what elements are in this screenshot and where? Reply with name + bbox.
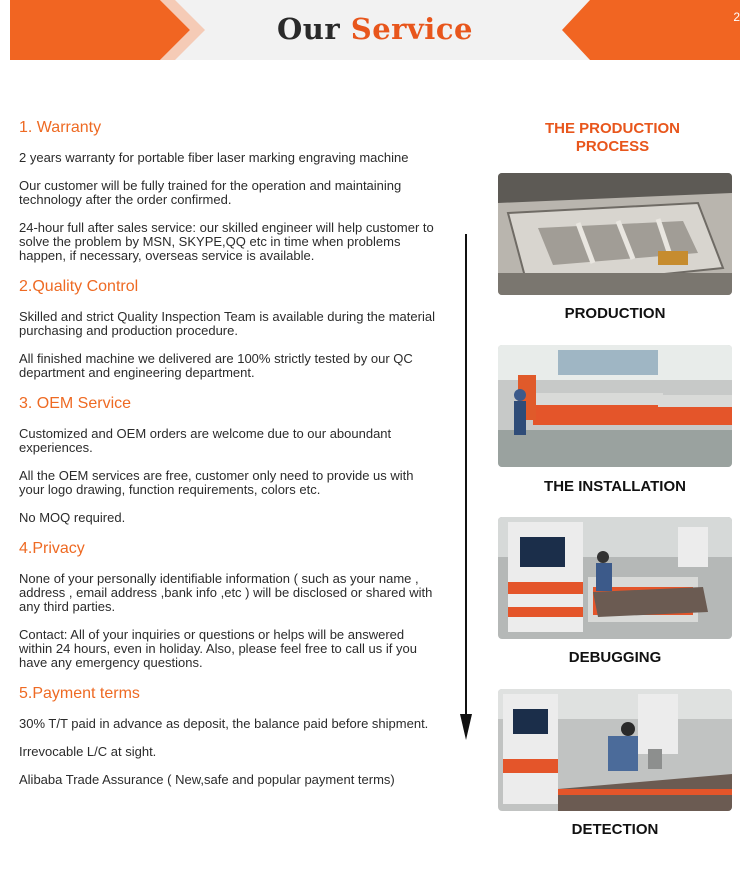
paragraph: Customized and OEM orders are welcome due to our aboundant experiences.: [19, 426, 392, 455]
step-caption-debugging: DEBUGGING: [568, 649, 662, 666]
paragraph: Alibaba Trade Assurance ( New,safe and popular payment terms): [19, 772, 395, 787]
section-title-oem-service: 3. OEM Service: [19, 395, 132, 412]
banner-title-service: Service: [350, 12, 473, 46]
paragraph: 30% T/T paid in advance as deposit, the balance paid before shipment.: [19, 716, 429, 731]
paragraph: 24-hour full after sales service: our skilled engineer will help customer to solve the problem by MSN, SKYPE,QQ etc in time when problems happen, if necessary, overseas service is available.: [19, 220, 434, 263]
paragraph: All the OEM services are free, customer only need to provide us with your logo drawing, function requirements, colors etc.: [19, 468, 414, 497]
detection-photo: [498, 689, 732, 811]
service-sections: [19, 118, 439, 801]
process-flow-arrow-icon: [458, 234, 474, 742]
service-banner: [10, 0, 740, 60]
banner-edge-text: 2: [733, 10, 740, 24]
section-title-warranty: 1. Warranty: [19, 119, 102, 136]
section-title-payment-terms: 5.Payment terms: [19, 685, 140, 702]
paragraph: Our customer will be fully trained for the operation and maintaining technology after the order confirmed.: [19, 178, 402, 207]
paragraph: Contact: All of your inquiries or questions or helps will be answered within 24 hours, even in holiday. Also, please feel free to call us if you have any emergency questions.: [19, 627, 417, 670]
installation-photo: [498, 345, 732, 467]
production-photo: [498, 173, 732, 295]
quality-control-section: [19, 277, 439, 380]
paragraph: All finished machine we delivered are 100% strictly tested by our QC department and engineering department.: [19, 351, 413, 380]
paragraph: No MOQ required.: [19, 510, 126, 525]
step-caption-installation: THE INSTALLATION: [544, 478, 686, 495]
paragraph: 2 years warranty for portable fiber laser marking engraving machine: [19, 150, 409, 165]
debugging-photo: [498, 517, 732, 639]
section-title-quality-control: 2.Quality Control: [19, 278, 139, 295]
section-title-privacy: 4.Privacy: [19, 540, 85, 557]
oem-service-section: [19, 394, 439, 525]
banner-title-our: Our: [277, 12, 341, 46]
step-caption-production: PRODUCTION: [564, 305, 666, 322]
paragraph: None of your personally identifiable information ( such as your name , address , email address ,bank info ,etc ) will be disclosed or shared with any third parties.: [19, 571, 433, 614]
privacy-section: [19, 539, 439, 670]
warranty-section: [19, 118, 439, 263]
paragraph: Irrevocable L/C at sight.: [19, 744, 157, 759]
paragraph: Skilled and strict Quality Inspection Team is available during the material purchasing and production procedure.: [19, 309, 435, 338]
payment-terms-section: [19, 684, 439, 787]
production-process-title: THE PRODUCTION PROCESS: [545, 120, 680, 155]
step-caption-detection: DETECTION: [571, 821, 659, 838]
banner-title: [10, 12, 740, 46]
